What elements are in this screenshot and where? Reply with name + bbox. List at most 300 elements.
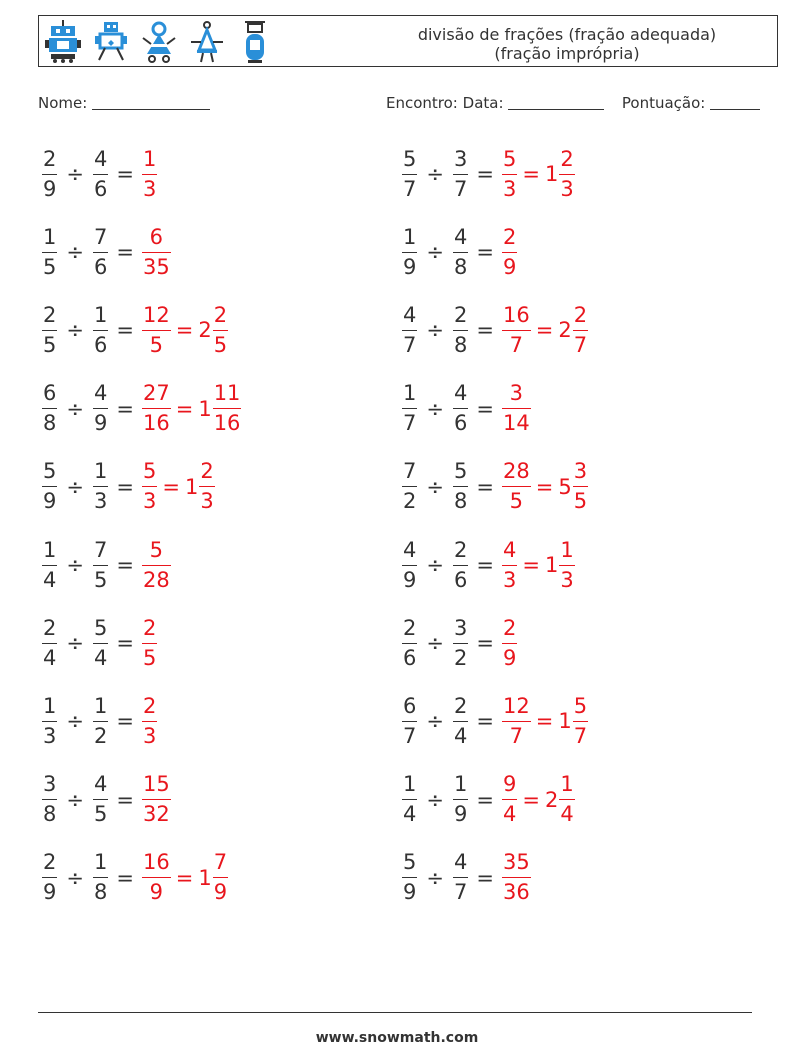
answer-fraction-bar xyxy=(502,877,531,878)
answer-fraction-denominator: 5 xyxy=(142,645,157,670)
divisor-fraction-bar xyxy=(93,330,108,331)
answer-fraction xyxy=(142,147,157,202)
divisor-fraction-denominator: 8 xyxy=(453,489,468,514)
divisor-fraction-denominator: 6 xyxy=(93,176,108,201)
dividend-fraction-bar xyxy=(42,565,57,566)
dividend-fraction-denominator: 9 xyxy=(403,880,417,905)
problem-item xyxy=(42,533,171,597)
answer xyxy=(142,850,228,905)
answer xyxy=(142,147,157,202)
dividend-fraction-numerator: 5 xyxy=(43,459,57,484)
dividend-fraction-bar xyxy=(42,330,57,331)
answer-fraction-denominator: 9 xyxy=(149,880,164,905)
answer-fraction xyxy=(502,616,517,671)
mixed-fraction-bar xyxy=(213,877,228,878)
answer xyxy=(502,772,575,827)
answer-fraction-denominator: 28 xyxy=(142,567,170,592)
divide-sign: ÷ xyxy=(66,865,84,890)
dividend-fraction-bar xyxy=(402,799,417,800)
answer-fraction-numerator: 5 xyxy=(502,146,517,171)
date-blank[interactable] xyxy=(508,95,604,110)
divisor-fraction-denominator: 7 xyxy=(453,176,468,201)
equals-sign: = xyxy=(116,709,134,734)
answer-fraction xyxy=(142,772,171,827)
problem-item xyxy=(42,455,215,519)
answer-fraction-numerator: 2 xyxy=(502,615,517,640)
equals-sign: = xyxy=(476,162,494,186)
divisor-fraction-denominator: 2 xyxy=(453,645,468,670)
mixed-fraction-bar xyxy=(559,174,574,175)
dividend-fraction-numerator: 1 xyxy=(43,537,57,562)
answer-fraction-bar xyxy=(142,643,157,644)
dividend-fraction-bar xyxy=(42,252,57,253)
meeting-label: Encontro: xyxy=(386,94,458,112)
equals-sign: = xyxy=(476,787,494,812)
mixed-fraction-bar xyxy=(213,408,242,409)
divide-sign: ÷ xyxy=(426,396,444,421)
divisor-fraction-numerator: 4 xyxy=(93,381,108,406)
answer-fraction-denominator: 7 xyxy=(509,723,524,748)
answer-fraction-bar xyxy=(142,330,171,331)
answer-fraction-denominator: 3 xyxy=(142,723,157,748)
dividend-fraction xyxy=(402,694,417,749)
answer-fraction-bar xyxy=(502,330,531,331)
dividend-fraction xyxy=(402,772,417,827)
dividend-fraction-denominator: 6 xyxy=(403,645,417,670)
mixed-whole: 2 xyxy=(544,787,559,812)
divisor-fraction xyxy=(453,616,468,671)
answer-fraction-numerator: 6 xyxy=(149,224,164,249)
answer-fraction-denominator: 4 xyxy=(502,802,517,827)
answer-fraction xyxy=(502,694,531,749)
dividend-fraction-bar xyxy=(42,486,57,487)
dividend-fraction-denominator: 2 xyxy=(403,489,417,514)
answer-fraction-bar xyxy=(502,252,517,253)
dividend-fraction xyxy=(402,303,417,358)
answer-fraction-denominator: 32 xyxy=(142,802,170,827)
divisor-fraction-numerator: 4 xyxy=(453,850,468,875)
answer xyxy=(142,694,157,749)
answer xyxy=(502,538,575,593)
problem-item xyxy=(402,220,517,284)
divisor-fraction-denominator: 6 xyxy=(93,332,108,357)
problem-item xyxy=(42,689,157,753)
answer xyxy=(502,303,588,358)
answer-fraction-numerator: 4 xyxy=(502,537,517,562)
answer-fraction-numerator: 9 xyxy=(502,772,517,797)
answer-fraction-bar xyxy=(142,174,157,175)
mixed-equals-sign: = xyxy=(535,318,554,343)
robot-icons xyxy=(45,19,273,65)
divide-sign: ÷ xyxy=(66,474,84,499)
divisor-fraction-bar xyxy=(93,877,108,878)
equals-sign: = xyxy=(476,865,494,890)
divide-sign: ÷ xyxy=(66,553,84,577)
mixed-equals-sign: = xyxy=(535,474,554,499)
divisor-fraction-numerator: 4 xyxy=(93,146,108,171)
divide-sign: ÷ xyxy=(66,787,84,812)
divisor-fraction-denominator: 4 xyxy=(453,723,468,748)
mixed-fraction-bar xyxy=(573,721,588,722)
equals-sign: = xyxy=(476,396,494,421)
mixed-fraction-numerator: 11 xyxy=(213,381,241,406)
dividend-fraction xyxy=(402,850,417,905)
answer-fraction-denominator: 7 xyxy=(509,332,524,357)
divisor-fraction xyxy=(453,459,468,514)
mixed-whole: 2 xyxy=(198,318,212,343)
problem-item xyxy=(42,768,171,832)
name-field xyxy=(38,94,210,112)
equals-sign: = xyxy=(476,631,494,656)
divisor-fraction-bar xyxy=(453,721,468,722)
divisor-fraction-denominator: 8 xyxy=(453,332,468,357)
divisor-fraction xyxy=(93,225,108,280)
dividend-fraction-numerator: 5 xyxy=(403,850,417,875)
equals-sign: = xyxy=(116,631,134,656)
dividend-fraction-numerator: 6 xyxy=(43,381,57,406)
answer-fraction xyxy=(502,459,531,514)
dividend-fraction-denominator: 7 xyxy=(403,411,417,436)
dividend-fraction-denominator: 5 xyxy=(43,254,57,279)
divisor-fraction-bar xyxy=(453,799,468,800)
worksheet-title xyxy=(397,25,737,63)
divide-sign: ÷ xyxy=(426,318,444,343)
dividend-fraction-numerator: 1 xyxy=(403,772,417,797)
answer-fraction xyxy=(142,459,157,514)
mixed-fraction-denominator: 7 xyxy=(573,723,588,748)
dividend-fraction-denominator: 9 xyxy=(403,254,417,279)
problem-item xyxy=(42,142,157,206)
dividend-fraction-numerator: 2 xyxy=(43,302,57,327)
divisor-fraction-numerator: 5 xyxy=(453,459,468,484)
answer xyxy=(142,616,157,671)
divisor-fraction-numerator: 4 xyxy=(453,381,468,406)
mixed-equals-sign: = xyxy=(522,553,540,577)
footer-divider xyxy=(38,1012,752,1013)
problem-item xyxy=(402,768,575,832)
dividend-fraction-numerator: 2 xyxy=(43,146,57,171)
mixed-fraction-denominator: 3 xyxy=(200,489,214,514)
answer-fraction xyxy=(502,850,531,905)
answer-fraction-numerator: 28 xyxy=(502,459,530,484)
answer-fraction xyxy=(142,225,171,280)
mixed-fraction-numerator: 2 xyxy=(213,302,228,327)
problem-item xyxy=(42,220,171,284)
answer xyxy=(142,459,215,514)
dividend-fraction-denominator: 9 xyxy=(403,567,417,592)
dividend-fraction-bar xyxy=(42,877,57,878)
divisor-fraction-denominator: 6 xyxy=(453,411,468,436)
divisor-fraction-denominator: 5 xyxy=(93,567,108,592)
dividend-fraction-numerator: 2 xyxy=(403,615,417,640)
dividend-fraction-numerator: 3 xyxy=(43,772,57,797)
answer-fraction-numerator: 1 xyxy=(142,146,157,171)
answer-fraction-denominator: 35 xyxy=(142,254,170,279)
dividend-fraction xyxy=(42,303,57,358)
problem-item xyxy=(402,846,531,910)
equals-sign: = xyxy=(116,162,134,186)
answer-fraction-denominator: 3 xyxy=(502,567,517,592)
equals-sign: = xyxy=(476,553,494,577)
dividend-fraction-denominator: 8 xyxy=(43,411,57,436)
divide-sign: ÷ xyxy=(66,240,84,265)
answer-fraction-denominator: 5 xyxy=(149,332,164,357)
equals-sign: = xyxy=(116,787,134,812)
footer-url: www.snowmath.com xyxy=(315,1030,479,1046)
mixed-equals-sign: = xyxy=(175,865,194,890)
dividend-fraction xyxy=(42,850,57,905)
dividend-fraction-bar xyxy=(42,174,57,175)
mixed-whole: 1 xyxy=(184,474,199,499)
divisor-fraction-numerator: 3 xyxy=(453,146,468,171)
answer-fraction-denominator: 3 xyxy=(142,176,157,201)
dividend-fraction-denominator: 7 xyxy=(403,332,417,357)
answer-fraction-denominator: 3 xyxy=(502,176,517,201)
mixed-fraction-denominator: 16 xyxy=(213,411,241,436)
dividend-fraction-denominator: 5 xyxy=(43,332,57,357)
divisor-fraction-bar xyxy=(93,174,108,175)
dividend-fraction-numerator: 1 xyxy=(43,224,57,249)
mixed-fraction-numerator: 3 xyxy=(573,459,588,484)
divide-sign: ÷ xyxy=(426,553,444,577)
mixed-fraction-bar xyxy=(213,330,228,331)
divide-sign: ÷ xyxy=(426,631,444,656)
mixed-fraction-numerator: 1 xyxy=(560,537,574,562)
divisor-fraction xyxy=(453,303,468,358)
answer-fraction-denominator: 3 xyxy=(142,489,157,514)
equals-sign: = xyxy=(116,553,134,577)
divisor-fraction-numerator: 7 xyxy=(93,537,108,562)
divisor-fraction-denominator: 2 xyxy=(93,723,108,748)
divide-sign: ÷ xyxy=(426,474,444,499)
dividend-fraction-denominator: 9 xyxy=(43,489,57,514)
answer-fraction-bar xyxy=(142,408,171,409)
divide-sign: ÷ xyxy=(426,787,444,812)
problem-item xyxy=(402,142,575,206)
divisor-fraction-numerator: 5 xyxy=(93,615,108,640)
dividend-fraction xyxy=(42,772,57,827)
divisor-fraction xyxy=(453,694,468,749)
divisor-fraction-bar xyxy=(453,877,468,878)
divisor-fraction-numerator: 1 xyxy=(93,850,108,875)
problem-item xyxy=(402,377,531,441)
answer-fraction-bar xyxy=(142,799,171,800)
equals-sign: = xyxy=(116,318,134,343)
dividend-fraction-numerator: 1 xyxy=(403,224,417,249)
divisor-fraction xyxy=(453,225,468,280)
answer-fraction-bar xyxy=(142,565,171,566)
divisor-fraction-bar xyxy=(93,486,108,487)
divide-sign: ÷ xyxy=(66,631,84,656)
answer-fraction-numerator: 15 xyxy=(142,772,170,797)
divide-sign: ÷ xyxy=(426,162,444,186)
mixed-fraction-bar xyxy=(573,486,588,487)
mixed-fraction xyxy=(573,694,588,749)
robot-icon-4 xyxy=(189,20,225,64)
dividend-fraction xyxy=(42,225,57,280)
divisor-fraction xyxy=(93,381,108,436)
divisor-fraction-bar xyxy=(453,643,468,644)
divisor-fraction-bar xyxy=(93,721,108,722)
header-box xyxy=(38,15,778,67)
divisor-fraction xyxy=(93,772,108,827)
answer-fraction xyxy=(142,538,171,593)
answer-fraction-numerator: 5 xyxy=(149,537,164,562)
divisor-fraction-bar xyxy=(453,565,468,566)
dividend-fraction-bar xyxy=(402,565,417,566)
divide-sign: ÷ xyxy=(66,709,84,734)
dividend-fraction-numerator: 4 xyxy=(403,302,417,327)
divisor-fraction xyxy=(93,538,108,593)
divide-sign: ÷ xyxy=(426,865,444,890)
answer xyxy=(502,694,588,749)
answer xyxy=(502,147,575,202)
divisor-fraction xyxy=(93,850,108,905)
divisor-fraction-numerator: 1 xyxy=(93,459,108,484)
dividend-fraction-denominator: 7 xyxy=(403,176,417,201)
answer-fraction-denominator: 14 xyxy=(502,411,530,436)
answer xyxy=(502,381,531,436)
mixed-fraction-denominator: 9 xyxy=(213,880,228,905)
equals-sign: = xyxy=(476,318,494,343)
divisor-fraction-denominator: 7 xyxy=(453,880,468,905)
name-label: Nome: xyxy=(38,94,88,112)
dividend-fraction-bar xyxy=(42,721,57,722)
divisor-fraction-numerator: 3 xyxy=(453,615,468,640)
divisor-fraction-numerator: 1 xyxy=(93,302,108,327)
divisor-fraction-denominator: 3 xyxy=(93,489,108,514)
name-blank[interactable] xyxy=(92,95,210,110)
dividend-fraction xyxy=(42,694,57,749)
robot-icon-1 xyxy=(45,20,81,64)
divisor-fraction-denominator: 6 xyxy=(453,567,468,592)
dividend-fraction-numerator: 2 xyxy=(43,615,57,640)
dividend-fraction-numerator: 1 xyxy=(43,693,57,718)
mixed-equals-sign: = xyxy=(535,709,554,734)
divisor-fraction xyxy=(453,147,468,202)
dividend-fraction-denominator: 9 xyxy=(43,176,57,201)
date-label: Data: xyxy=(462,94,504,112)
mixed-fraction-numerator: 1 xyxy=(560,772,574,797)
dividend-fraction-denominator: 3 xyxy=(43,723,57,748)
answer-fraction xyxy=(502,147,517,202)
mixed-equals-sign: = xyxy=(175,318,194,343)
dividend-fraction-numerator: 6 xyxy=(403,693,417,718)
mixed-equals-sign: = xyxy=(522,787,540,812)
dividend-fraction xyxy=(402,538,417,593)
dividend-fraction xyxy=(402,459,417,514)
divisor-fraction-numerator: 1 xyxy=(453,772,468,797)
problem-item xyxy=(402,689,588,753)
mixed-whole: 1 xyxy=(198,865,212,890)
mixed-fraction-denominator: 3 xyxy=(560,567,574,592)
mixed-fraction xyxy=(573,459,588,514)
mixed-fraction xyxy=(213,850,228,905)
dividend-fraction xyxy=(42,147,57,202)
divisor-fraction-bar xyxy=(453,330,468,331)
divisor-fraction xyxy=(93,459,108,514)
dividend-fraction-numerator: 2 xyxy=(43,850,57,875)
dividend-fraction-bar xyxy=(42,799,57,800)
equals-sign: = xyxy=(476,709,494,734)
answer-fraction xyxy=(502,772,517,827)
equals-sign: = xyxy=(116,396,134,421)
answer-fraction-bar xyxy=(142,486,157,487)
problem-item xyxy=(42,846,228,910)
divide-sign: ÷ xyxy=(66,396,84,421)
answer xyxy=(502,850,531,905)
divisor-fraction-bar xyxy=(93,252,108,253)
answer-fraction-bar xyxy=(502,799,517,800)
robot-icon-2 xyxy=(93,20,129,64)
mixed-fraction-numerator: 7 xyxy=(213,850,228,875)
dividend-fraction xyxy=(402,616,417,671)
dividend-fraction-denominator: 4 xyxy=(403,802,417,827)
divide-sign: ÷ xyxy=(66,162,84,186)
problem-item xyxy=(42,298,228,362)
divisor-fraction-bar xyxy=(93,408,108,409)
dividend-fraction xyxy=(402,147,417,202)
answer-fraction-denominator: 16 xyxy=(142,411,170,436)
answer-fraction-bar xyxy=(502,174,517,175)
dividend-fraction-numerator: 7 xyxy=(403,459,417,484)
robot-icon-5 xyxy=(237,20,273,64)
mixed-fraction-numerator: 5 xyxy=(573,693,588,718)
answer xyxy=(142,538,171,593)
answer-fraction-bar xyxy=(142,877,171,878)
divisor-fraction-numerator: 2 xyxy=(453,537,468,562)
mixed-whole: 2 xyxy=(558,318,572,343)
divisor-fraction-denominator: 9 xyxy=(453,802,468,827)
mixed-whole: 1 xyxy=(544,553,559,577)
mixed-fraction-numerator: 2 xyxy=(200,459,214,484)
answer xyxy=(142,303,228,358)
dividend-fraction-bar xyxy=(402,486,417,487)
answer-fraction-bar xyxy=(142,252,171,253)
mixed-fraction xyxy=(559,772,574,827)
divide-sign: ÷ xyxy=(66,318,84,343)
score-blank[interactable] xyxy=(710,95,760,110)
problem-item xyxy=(402,455,588,519)
robot-icon-3 xyxy=(141,20,177,64)
answer-fraction xyxy=(502,538,517,593)
answer-fraction-numerator: 35 xyxy=(502,850,530,875)
answer-fraction-bar xyxy=(502,721,531,722)
mixed-fraction xyxy=(573,303,588,358)
mixed-whole: 1 xyxy=(558,709,572,734)
mixed-fraction xyxy=(213,381,242,436)
title-line-2: (fração imprópria) xyxy=(494,44,640,63)
mixed-fraction-numerator: 2 xyxy=(573,302,588,327)
divisor-fraction xyxy=(453,381,468,436)
answer-fraction xyxy=(142,850,171,905)
divisor-fraction xyxy=(93,616,108,671)
mixed-fraction-denominator: 5 xyxy=(213,332,228,357)
answer-fraction xyxy=(502,225,517,280)
divisor-fraction xyxy=(453,850,468,905)
dividend-fraction-bar xyxy=(402,330,417,331)
problem-item xyxy=(402,611,517,675)
dividend-fraction-bar xyxy=(402,721,417,722)
answer-fraction xyxy=(142,616,157,671)
answer-fraction xyxy=(502,381,531,436)
mixed-equals-sign: = xyxy=(522,162,540,186)
mixed-fraction-numerator: 2 xyxy=(560,146,574,171)
divide-sign: ÷ xyxy=(426,709,444,734)
divisor-fraction-bar xyxy=(453,408,468,409)
equals-sign: = xyxy=(116,240,134,265)
answer-fraction-bar xyxy=(502,643,517,644)
